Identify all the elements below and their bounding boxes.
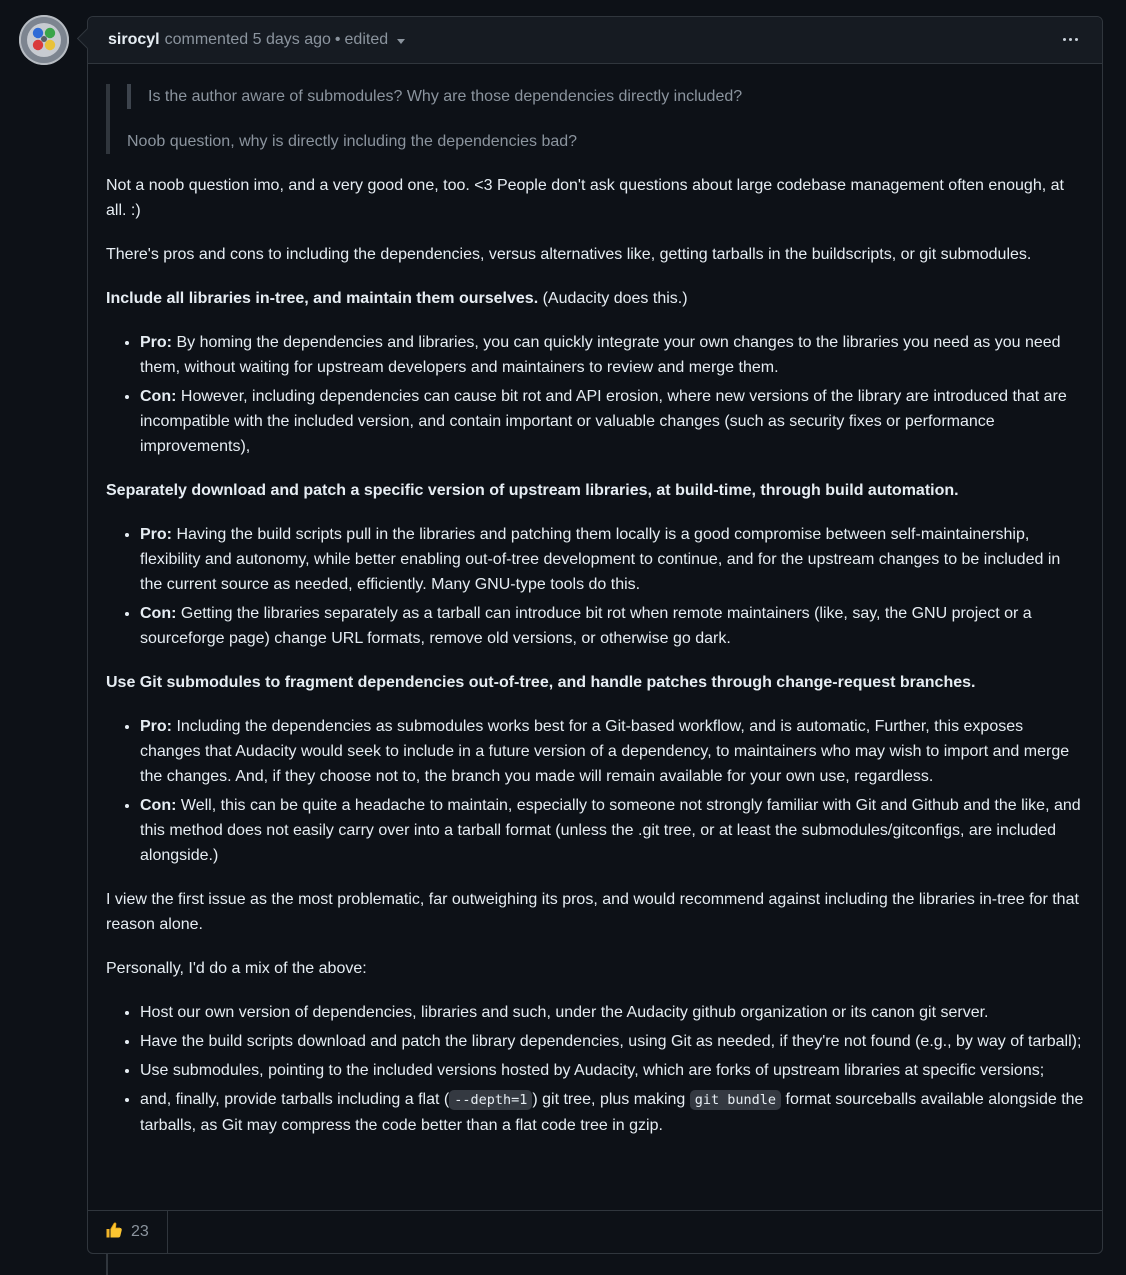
list-item <box>140 384 1084 459</box>
section-3-heading <box>106 670 1084 695</box>
section-3-title: Use Git submodules to fragment dependencies out-of-tree, and handle patches through change-request branches. <box>106 674 976 691</box>
pro-text: Including the dependencies as submodules works best for a Git-based workflow, and is automatic, Further, this exposes changes that Audacity would seek to include in a future version of a dependency, to maintainers who may wish to import and merge the changes. And, if they choose not to, the branch you made will remain available for your own use, regardless. <box>140 718 1070 785</box>
list-item: • Use submodules, pointing to the included versions hosted by Audacity, which are forks of upstream libraries at specific versions; <box>140 1058 1084 1083</box>
con-label: Con: <box>140 388 177 405</box>
section-2-heading <box>106 478 1084 503</box>
paragraph-2: There's pros and cons to including the dependencies, versus alternatives like, getting tarballs in the buildscripts, or git submodules. <box>106 246 1032 263</box>
author-link[interactable]: sirocyl <box>108 31 160 48</box>
con-text: Well, this can be quite a headache to maintain, especially to someone not strongly familiar with Git and Github and the like, and this method does not easily carry over into a tarball format (unless the .git tree, or at least the submodules/gitconfigs, are included alongside.) <box>140 797 1081 864</box>
list-item <box>140 522 1084 597</box>
comment-body <box>88 64 1102 1138</box>
paragraph-1: Not a noob question imo, and a very good one, too. <3 People don't ask questions about large codebase management often enough, at all. :) <box>106 177 1064 219</box>
edited-label: edited <box>344 31 389 48</box>
nested-blockquote <box>127 84 1084 109</box>
pro-text: Having the build scripts pull in the libraries and patching them locally is a good compromise between self-maintainership, flexibility and autonomy, while better enabling out-of-tree development to continue, and for the upstream changes to be included in the current source as needed, efficiently. Many GNU-type tools do this. <box>140 526 1061 593</box>
pro-label: Pro: <box>140 718 172 735</box>
paragraph-4: Personally, I'd do a mix of the above: <box>106 960 367 977</box>
pro-label: Pro: <box>140 526 172 543</box>
con-text: However, including dependencies can cause bit rot and API erosion, where new versions of the library are introduced that are incompatible with the included version, and contain important or valuable changes (such as security fixes or performance improvements), <box>140 388 1067 455</box>
blockquote <box>106 84 1084 154</box>
list-item <box>140 1087 1084 1138</box>
section-1-heading <box>106 286 1084 311</box>
inline-code: --depth=1 <box>449 1090 532 1110</box>
con-label: Con: <box>140 797 177 814</box>
thumbs-up-icon <box>105 1221 123 1244</box>
list-item <box>140 793 1084 868</box>
pro-text: By homing the dependencies and libraries, you can quickly integrate your own changes to the libraries you need as you need them, without waiting for upstream developers and maintainers to review and merge them. <box>140 334 1061 376</box>
mix-list <box>106 1000 1084 1138</box>
thumbs-up-reaction-button[interactable] <box>88 1211 168 1253</box>
paragraph-3: I view the first issue as the most problematic, far outweighing its pros, and would recommend against including the libraries in-tree for that reason alone. <box>106 891 1079 933</box>
more-options-icon[interactable] <box>1061 32 1080 47</box>
comment-card <box>87 16 1103 1254</box>
thumbs-up-count: 23 <box>131 1223 149 1240</box>
comment-timestamp[interactable]: 5 days ago <box>252 31 331 48</box>
caret-down-icon <box>397 39 405 44</box>
item-text: and, finally, provide tarballs including a flat ( <box>140 1091 450 1108</box>
section-1-note: (Audacity does this.) <box>538 290 688 307</box>
list-item <box>140 714 1084 789</box>
section-3-list <box>106 714 1084 868</box>
con-label: Con: <box>140 605 177 622</box>
list-item: • Have the build scripts download and patch the library dependencies, using Git as needed, if they're not found (e.g., by way of tarball); <box>140 1029 1084 1054</box>
edited-dropdown[interactable] <box>345 31 406 49</box>
avatar[interactable] <box>19 15 69 65</box>
list-item: • Host our own version of dependencies, libraries and such, under the Audacity github organization or its canon git server. <box>140 1000 1084 1025</box>
list-item <box>140 330 1084 380</box>
inline-code: git bundle <box>690 1090 781 1110</box>
quote-text: Noob question, why is directly including the dependencies bad? <box>127 133 578 150</box>
pro-label: Pro: <box>140 334 172 351</box>
item-text: ) git tree, plus making <box>532 1091 690 1108</box>
comment-header <box>88 17 1102 64</box>
reactions-bar <box>88 1210 1102 1253</box>
section-1-title: Include all libraries in-tree, and maintain them ourselves. <box>106 290 539 307</box>
con-text: Getting the libraries separately as a tarball can introduce bit rot when remote maintainers (like, say, the GNU project or a sourceforge page) change URL formats, remove old versions, or otherwise go dark. <box>140 605 1032 647</box>
section-2-title: Separately download and patch a specific version of upstream libraries, at build-time, through build automation. <box>106 482 959 499</box>
meta-separator: • <box>334 31 341 48</box>
list-item <box>140 601 1084 651</box>
item-text: format sourceballs available alongside the tarballs, as Git may compress the code better than a flat code tree in gzip. <box>140 1091 1084 1134</box>
section-1-list <box>106 330 1084 459</box>
nested-quote-text: Is the author aware of submodules? Why are those dependencies directly included? <box>148 88 743 105</box>
comment-action: commented <box>164 31 249 48</box>
section-2-list <box>106 522 1084 651</box>
